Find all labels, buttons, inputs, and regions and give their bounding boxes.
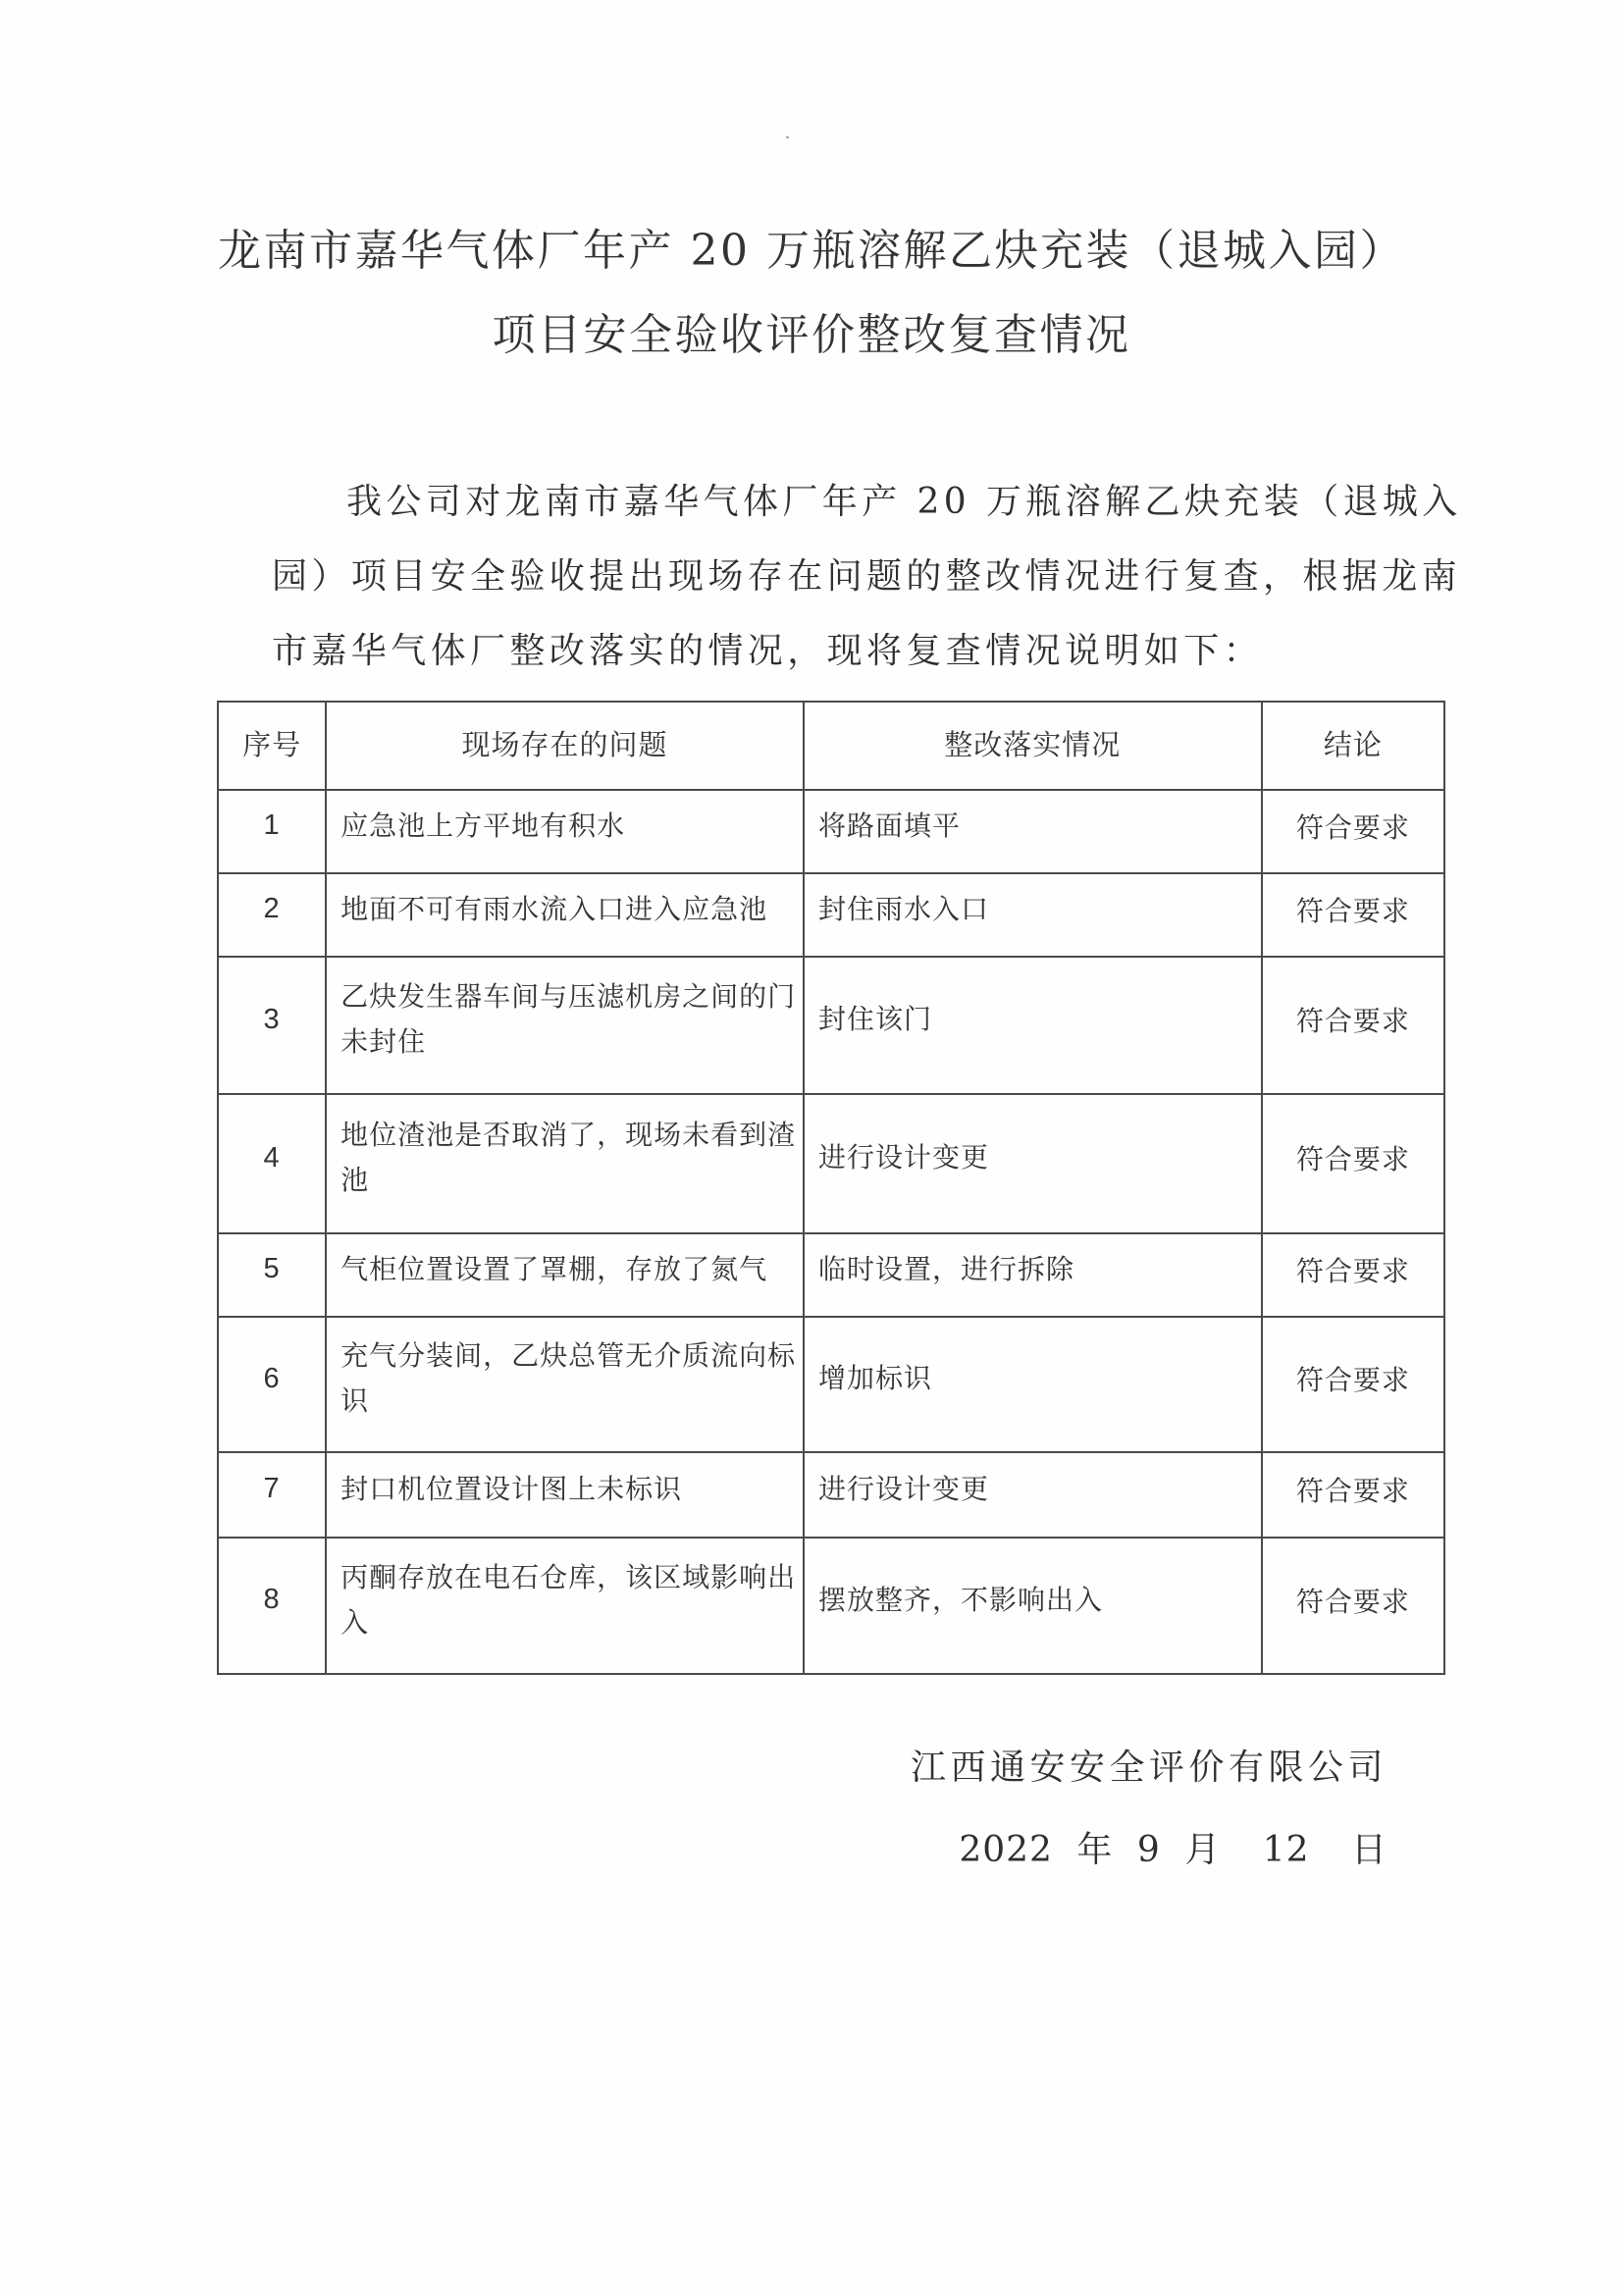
row-number: 7 [263, 1473, 281, 1504]
row-result: 符合要求 [1295, 894, 1410, 927]
row-issue: 地面不可有雨水流入口进入应急池 [340, 892, 768, 925]
header-fix: 整改落实情况 [804, 702, 1262, 790]
row-fix: 摆放整齐，不影响出入 [817, 1583, 1103, 1616]
intro-line-3: 市嘉华气体厂整改落实的情况，现将复查情况说明如下： [272, 631, 1264, 671]
row-number: 6 [263, 1362, 281, 1394]
row-fix: 临时设置，进行拆除 [817, 1252, 1074, 1285]
table-row [218, 957, 1444, 1094]
row-result: 符合要求 [1295, 1254, 1410, 1287]
row-result: 符合要求 [1295, 810, 1410, 844]
row-fix: 封住雨水入口 [817, 892, 989, 925]
table-row [218, 1233, 1444, 1317]
row-result: 符合要求 [1295, 1364, 1410, 1396]
intro-line-1: 我公司对龙南市嘉华气体厂年产 20 万瓶溶解乙炔充装（退城入 [346, 482, 1462, 522]
row-issue: 封口机位置设计图上未标识 [340, 1472, 683, 1505]
date-day-unit: 日 [1350, 1830, 1387, 1870]
table-row [218, 873, 1444, 957]
row-number: 1 [263, 809, 281, 841]
row-issue: 充气分装间，乙炔总管无介质流向标识 [340, 1339, 797, 1417]
row-result: 符合要求 [1295, 1585, 1410, 1618]
header-no: 序号 [218, 702, 326, 790]
date-day: 12 [1262, 1830, 1310, 1870]
table-row [218, 1094, 1444, 1233]
row-fix: 进行设计变更 [817, 1472, 989, 1505]
row-issue: 乙炔发生器车间与压滤机房之间的门未封住 [340, 980, 797, 1058]
intro-paragraph [272, 465, 1462, 689]
row-fix: 将路面填平 [817, 809, 961, 842]
row-number: 4 [263, 1141, 281, 1174]
date-year-unit: 年 [1076, 1830, 1114, 1870]
table-row [218, 1317, 1444, 1452]
table-header-row [218, 702, 1444, 790]
row-fix: 进行设计变更 [817, 1141, 989, 1174]
row-issue: 地位渣池是否取消了，现场未看到渣池 [340, 1119, 797, 1196]
date-month-unit: 月 [1184, 1830, 1222, 1870]
intro-line-2: 园）项目安全验收提出现场存在问题的整改情况进行复查，根据龙南 [272, 556, 1462, 597]
rectification-table [217, 701, 1445, 1675]
row-fix: 封住该门 [817, 1003, 932, 1035]
row-result: 符合要求 [1295, 1474, 1410, 1507]
row-number: 5 [263, 1253, 281, 1284]
header-issue: 现场存在的问题 [326, 702, 804, 790]
document-title-line-1: 龙南市嘉华气体厂年产 20 万瓶溶解乙炔充装（退城入园） [218, 226, 1405, 276]
table-row [218, 1538, 1444, 1674]
row-issue: 丙酮存放在电石仓库，该区域影响出入 [340, 1560, 797, 1639]
row-issue: 应急池上方平地有积水 [340, 809, 626, 842]
row-number: 3 [263, 1003, 281, 1035]
header-result: 结论 [1262, 702, 1444, 790]
row-issue: 气柜位置设置了罩棚，存放了氮气 [340, 1252, 768, 1285]
document-title-line-2: 项目安全验收评价整改复查情况 [492, 310, 1131, 360]
signing-date [959, 1823, 1387, 1878]
row-fix: 增加标识 [817, 1362, 932, 1394]
table-row [218, 790, 1444, 873]
date-month: 9 [1136, 1830, 1161, 1870]
row-number: 2 [263, 893, 281, 924]
table-row [218, 1452, 1444, 1538]
row-result: 符合要求 [1295, 1143, 1410, 1175]
scan-speck [786, 136, 789, 138]
row-result: 符合要求 [1295, 1005, 1410, 1037]
date-year: 2022 [959, 1830, 1053, 1870]
row-number: 8 [263, 1584, 281, 1615]
signing-company: 江西通安安全评价有限公司 [910, 1748, 1387, 1788]
